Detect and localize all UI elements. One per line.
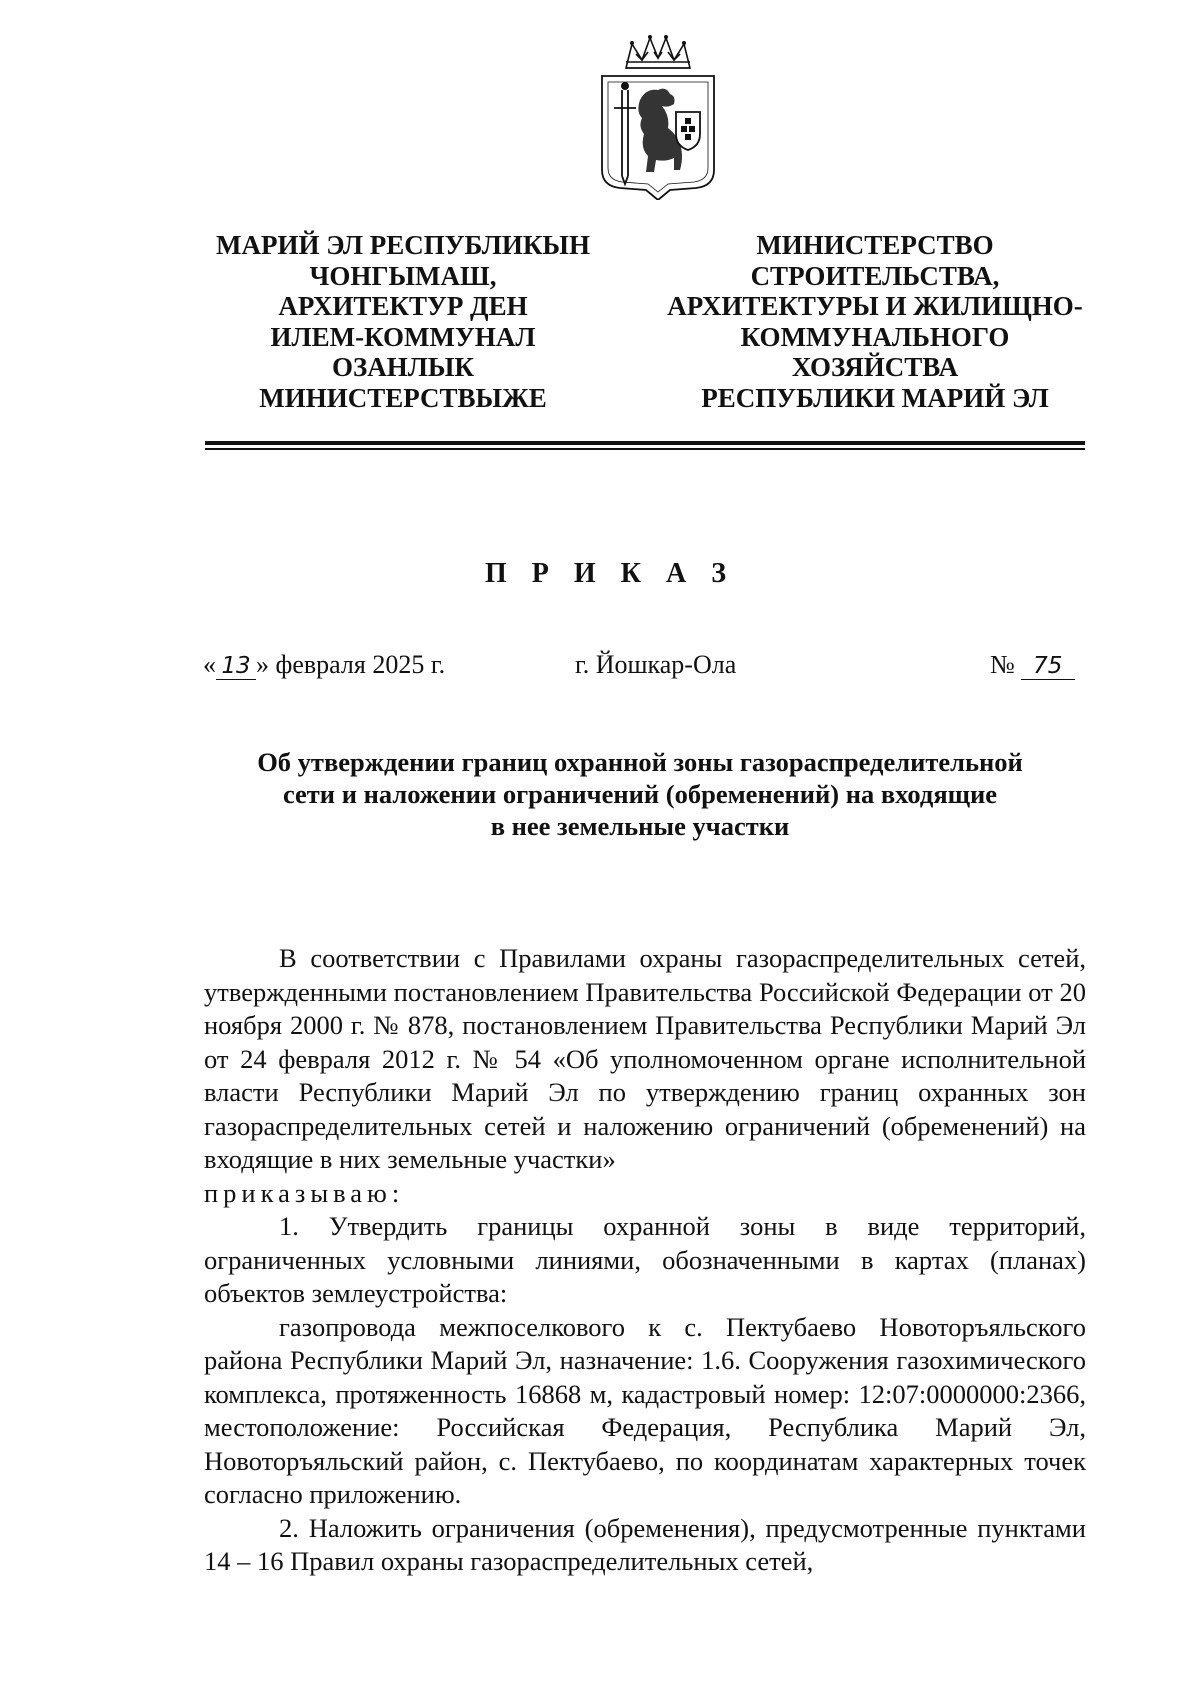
number-handwritten: 75 xyxy=(1021,653,1075,680)
header-divider-thick xyxy=(205,441,1085,445)
date-open-quote: « xyxy=(203,650,216,679)
order-word: приказываю: xyxy=(204,1177,405,1208)
item-1-object-paragraph: газопровода межпоселкового к с. Пектубаево Новоторъяльского района Республики Марий Эл, назначение: 1.6. Сооружения газохимического комплекса, протяженность 16868 м, кадастровый номер: 12:07:0000000:2366, местоположение: Российская Федерация, Республика Марий Эл, Новоторъяльский район, с. Пектубаево, по координатам характерных точек согласно приложению. xyxy=(204,1311,1086,1509)
org-name-mari: МАРИЙ ЭЛ РЕСПУБЛИКЫН ЧОНГЫМАШ, АРХИТЕКТУР ДЕН ИЛЕМ-КОММУНАЛ ОЗАНЛЫК МИНИСТЕРСТВЫЖЕ xyxy=(216,230,590,413)
date-month-year: » февраля 2025 г. xyxy=(256,650,446,679)
preamble-paragraph: В соответствии с Правилами охраны газораспределительных сетей, утвержденными постановлением Правительства Российской Федерации от 20 ноября 2000 г. № 878, постановлением Правительства Республики Марий Эл от 24 февраля 2012 г. № 54 «Об уполномоченном органе исполнительной власти Республики Марий Эл по утверждению границ охранных зон газораспределительных сетей и наложению ограничений (обременений) на входящие в них земельные участки» xyxy=(204,943,1086,1174)
item-2-paragraph: 2. Наложить ограничения (обременения), предусмотренные пунктами 14 – 16 Правил охраны газораспределительных сетей, xyxy=(204,1512,1086,1576)
coat-of-arms-emblem xyxy=(596,30,720,200)
org-name-russian: МИНИСТЕРСТВО СТРОИТЕЛЬСТВА, АРХИТЕКТУРЫ И ЖИЛИЩНО- КОММУНАЛЬНОГО ХОЗЯЙСТВА РЕСПУБЛИКИ МАРИЙ ЭЛ xyxy=(667,230,1083,413)
date-day-handwritten: 13 xyxy=(216,653,256,680)
document-type-title: П Р И К А З xyxy=(485,558,735,589)
document-body xyxy=(204,942,1086,1579)
number-label: № xyxy=(990,650,1015,679)
item-1-paragraph: 1. Утвердить границы охранной зоны в виде территорий, ограниченных условными линиями, обозначенными в картах (планах) объектов землеустройства: xyxy=(204,1211,1086,1308)
document-city: г. Йошкар-Ола xyxy=(575,650,737,679)
header-divider-thin xyxy=(205,448,1085,450)
document-number xyxy=(990,650,1075,680)
document-subject: Об утверждении границ охранной зоны газораспределительной сети и наложении ограничений (обременений) на входящие в нее земельные участки xyxy=(257,747,1023,841)
document-date xyxy=(203,650,445,680)
